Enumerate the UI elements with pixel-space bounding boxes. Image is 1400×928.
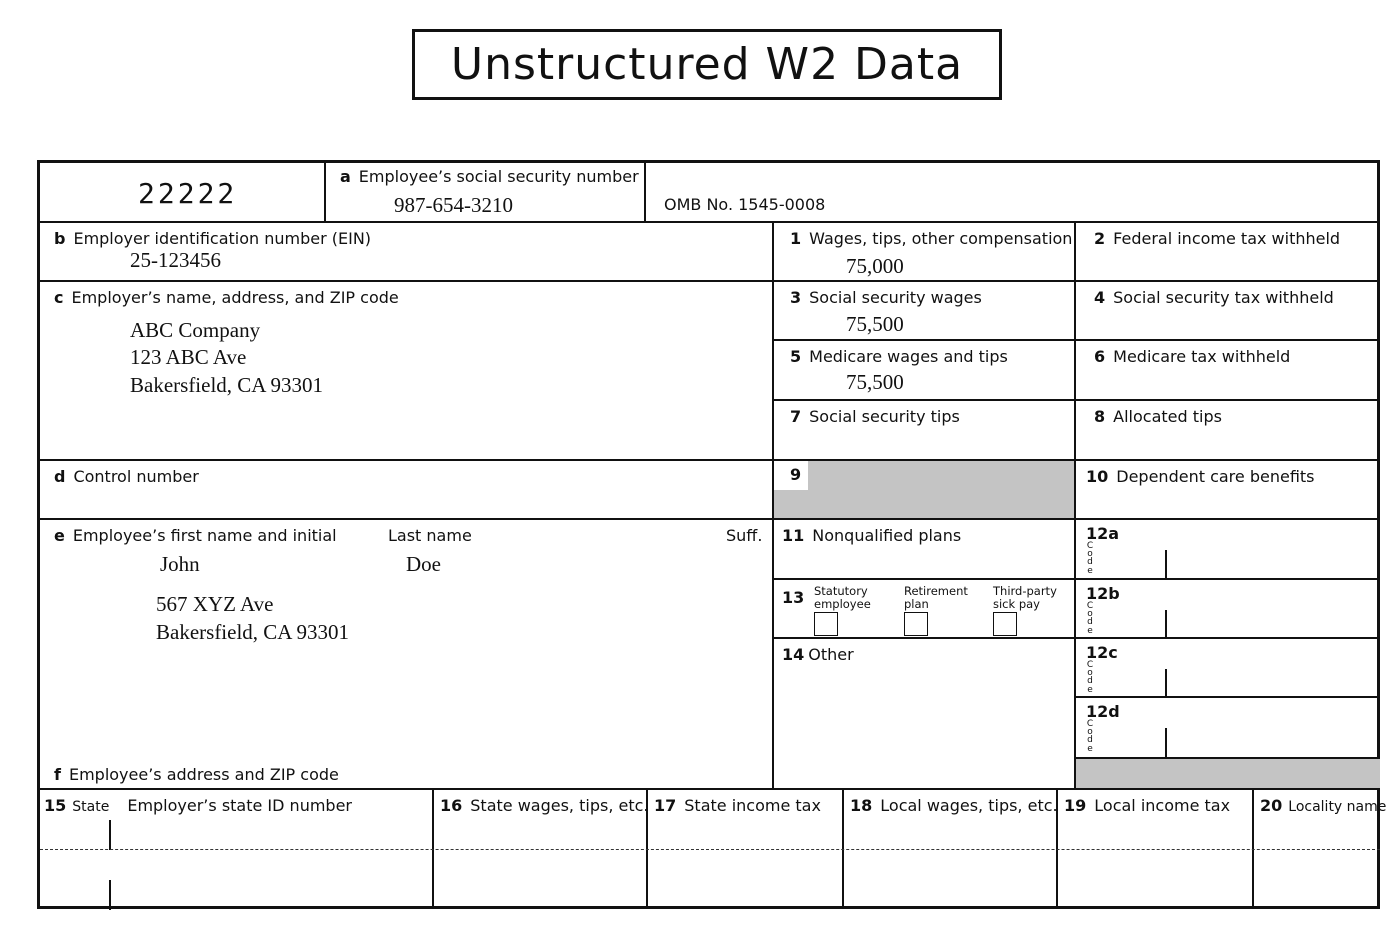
omb-cell (644, 163, 1380, 223)
employer-city: Bakersfield, CA 93301 (130, 373, 324, 397)
box-15-divider-bottom (109, 880, 111, 910)
box-f-label: f Employee’s address and ZIP code (54, 765, 339, 784)
box-12b (1074, 578, 1380, 639)
box-12d (1074, 696, 1380, 757)
box-19-label: 19 Local income tax (1064, 796, 1231, 815)
shaded-box-right (1074, 757, 1380, 790)
employee-first-name: John (160, 552, 200, 576)
box-13-label: 13 (782, 588, 805, 607)
box-12c (1074, 637, 1380, 698)
box-14-label: 14 Other (782, 645, 854, 664)
page-title: Unstructured W2 Data (450, 39, 964, 90)
box-8 (1074, 399, 1380, 460)
w2-form (37, 160, 1387, 909)
box-c (40, 280, 774, 461)
retirement-plan-checkbox[interactable] (904, 612, 928, 636)
shaded-area (1076, 759, 1380, 789)
box-13 (772, 578, 1076, 639)
box-12c-label: 12c (1086, 643, 1118, 662)
box-12b-label: 12b (1086, 584, 1120, 603)
box-10-label: 10 Dependent care benefits (1086, 467, 1315, 486)
box-c-label: c Employer’s name, address, and ZIP code (54, 288, 399, 307)
box-1 (772, 221, 1076, 282)
box-15-divider-top (109, 820, 111, 850)
box-4-label: 4 Social security tax withheld (1094, 288, 1334, 307)
box-a (324, 163, 646, 223)
retirement-plan-label: Retirement plan (904, 584, 968, 611)
box-9-shade-lower (774, 490, 810, 520)
box-12b-divider (1165, 610, 1167, 639)
box-d-label: d Control number (54, 467, 199, 486)
box-1-value: 75,000 (846, 254, 904, 278)
box-1-label: 1 Wages, tips, other compensation (790, 229, 1073, 248)
box-15-label: 15 State Employer’s state ID number (44, 796, 352, 815)
employee-last-name: Doe (406, 552, 441, 576)
box-12a-code-label: C o d e (1086, 541, 1094, 576)
box-a-label: a Employee’s social security number (340, 167, 639, 186)
box-12c-code-label: C o d e (1086, 660, 1094, 695)
employer-name: ABC Company (130, 318, 261, 342)
box-2 (1074, 221, 1380, 282)
box-12a (1074, 518, 1380, 579)
box-7-label: 7 Social security tips (790, 407, 960, 426)
box-12c-divider (1165, 669, 1167, 698)
box-5 (772, 339, 1076, 400)
box-12a-divider (1165, 550, 1167, 579)
box-10 (1074, 459, 1380, 520)
statutory-employee-label: Statutory employee (814, 584, 871, 611)
void-code-cell (40, 163, 326, 223)
third-party-sick-pay-checkbox[interactable] (993, 612, 1017, 636)
box-12b-code-label: C o d e (1086, 601, 1094, 636)
box-12a-label: 12a (1086, 524, 1120, 543)
employee-street: 567 XYZ Ave (156, 592, 274, 616)
box-9-shade (808, 461, 1076, 520)
last-name-label: Last name (388, 526, 472, 545)
employee-city: Bakersfield, CA 93301 (156, 620, 350, 644)
box-3 (772, 280, 1076, 341)
suffix-label: Suff. (726, 526, 763, 545)
ein-value: 25-123456 (130, 248, 221, 272)
box-2-label: 2 Federal income tax withheld (1094, 229, 1341, 248)
box-11 (772, 518, 1076, 579)
box-7 (772, 399, 1076, 460)
box-9 (772, 459, 1076, 520)
omb-number: OMB No. 1545-0008 (664, 195, 826, 214)
box-4 (1074, 280, 1380, 341)
box-14 (772, 637, 1076, 790)
box-e (40, 518, 774, 790)
box-b (40, 221, 774, 282)
box-6 (1074, 339, 1380, 400)
box-8-label: 8 Allocated tips (1094, 407, 1222, 426)
box-20-label: 20 Locality name (1260, 796, 1387, 815)
box-3-label: 3 Social security wages (790, 288, 982, 307)
page-title-box (412, 29, 1002, 100)
box-12d-divider (1165, 728, 1167, 757)
box-11-label: 11 Nonqualified plans (782, 526, 962, 545)
box-12d-code-label: C o d e (1086, 719, 1094, 754)
box-12d-label: 12d (1086, 702, 1120, 721)
box-17-label: 17 State income tax (654, 796, 821, 815)
third-party-sick-pay-label: Third-party sick pay (993, 584, 1057, 611)
box-5-label: 5 Medicare wages and tips (790, 347, 1008, 366)
state-row-separator (40, 849, 1380, 850)
box-3-value: 75,500 (846, 312, 904, 336)
ssn-value: 987-654-3210 (394, 193, 513, 217)
box-9-label: 9 (790, 465, 802, 484)
employer-street: 123 ABC Ave (130, 345, 247, 369)
box-5-value: 75,500 (846, 370, 904, 394)
box-16-label: 16 State wages, tips, etc. (440, 796, 649, 815)
box-6-label: 6 Medicare tax withheld (1094, 347, 1291, 366)
box-d (40, 459, 774, 520)
statutory-employee-checkbox[interactable] (814, 612, 838, 636)
box-e-label: e Employee’s first name and initial (54, 526, 337, 545)
void-code: 22222 (138, 177, 238, 210)
box-18-label: 18 Local wages, tips, etc. (850, 796, 1058, 815)
box-b-label: b Employer identification number (EIN) (54, 229, 372, 248)
